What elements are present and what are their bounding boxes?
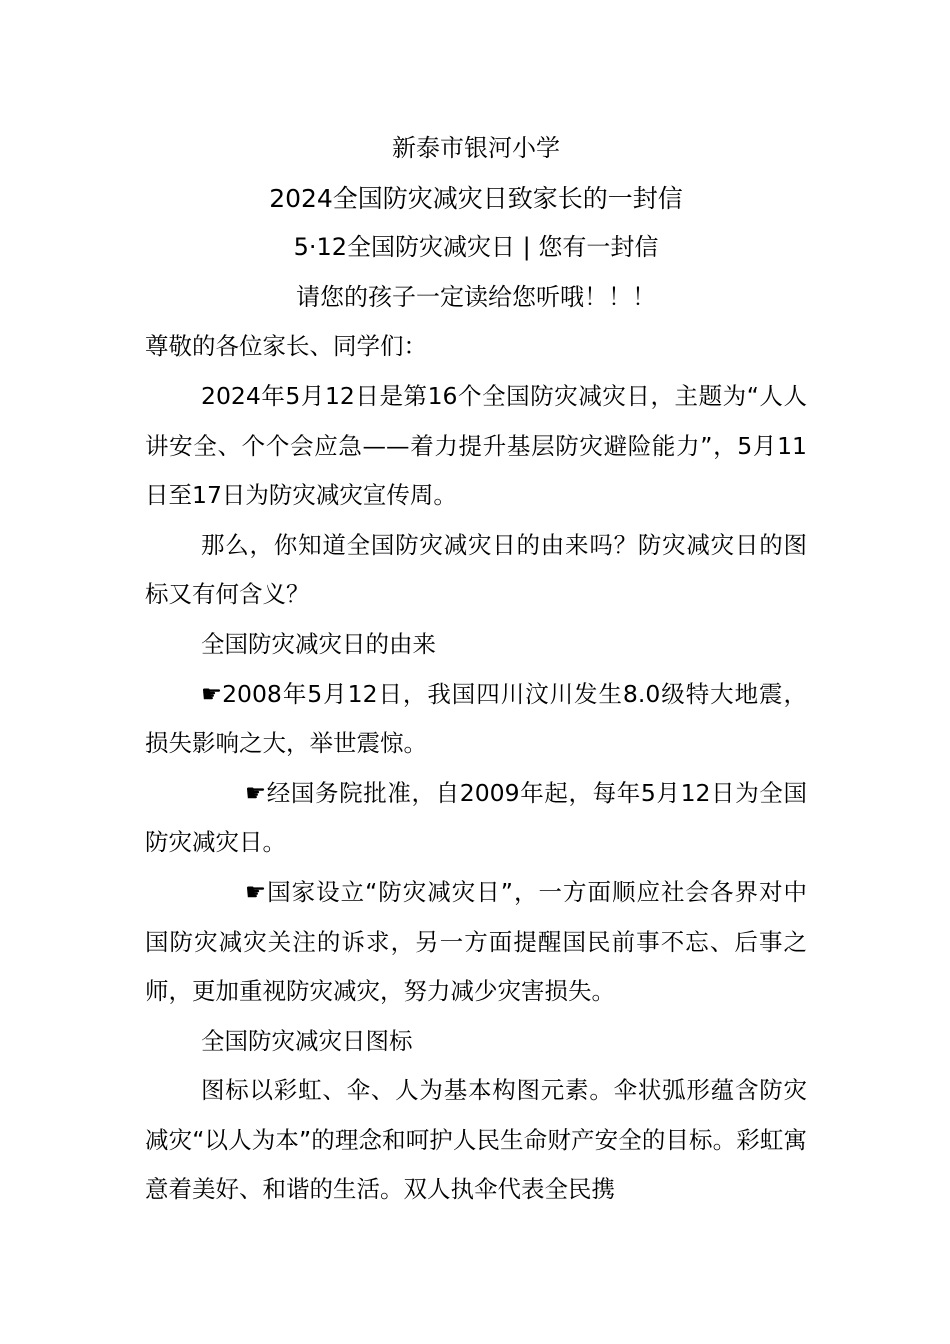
letter-subtitle: 5·12全国防灾减灾日 | 您有一封信 bbox=[293, 233, 659, 262]
bullet-approval: ☛经国务院批准，自2009年起，每年5月12日为全国防灾减灾日。 bbox=[145, 778, 807, 857]
letter-page bbox=[145, 124, 807, 1215]
paragraph-theme: 2024年5月12日是第16个全国防灾减灾日，主题为“人人讲安全、个个会应急——着力提升基层防灾避险能力”，5月11日至17日为防灾减灾宣传周。 bbox=[145, 381, 807, 510]
bullet-earthquake: ☛2008年5月12日，我国四川汶川发生8.0级特大地震，损失影响之大，举世震惊。 bbox=[145, 679, 807, 758]
heading-icon: 全国防灾减灾日图标 bbox=[201, 1026, 413, 1055]
heading-origin: 全国防灾减灾日的由来 bbox=[201, 629, 436, 658]
bullet-purpose: ☛国家设立“防灾减灾日”，一方面顺应社会各界对中国防灾减灾关注的诉求，另一方面提醒国民前事不忘、后事之师，更加重视防灾减灾，努力减少灾害损失。 bbox=[145, 877, 807, 1006]
letter-tagline: 请您的孩子一定读给您听哦！！！ bbox=[296, 282, 656, 311]
letter-title: 2024全国防灾减灾日致家长的一封信 bbox=[269, 183, 683, 213]
salutation: 尊敬的各位家长、同学们： bbox=[145, 332, 427, 361]
paragraph-icon-meaning: 图标以彩虹、伞、人为基本构图元素。伞状弧形蕴含防灾减灾“以人为本”的理念和呵护人民生命财产安全的目标。彩虹寓意着美好、和谐的生活。双人执伞代表全民携 bbox=[145, 1076, 807, 1204]
paragraph-question: 那么，你知道全国防灾减灾日的由来吗？防灾减灾日的图标又有何含义？ bbox=[145, 530, 807, 609]
school-name: 新泰市银河小学 bbox=[392, 134, 560, 162]
